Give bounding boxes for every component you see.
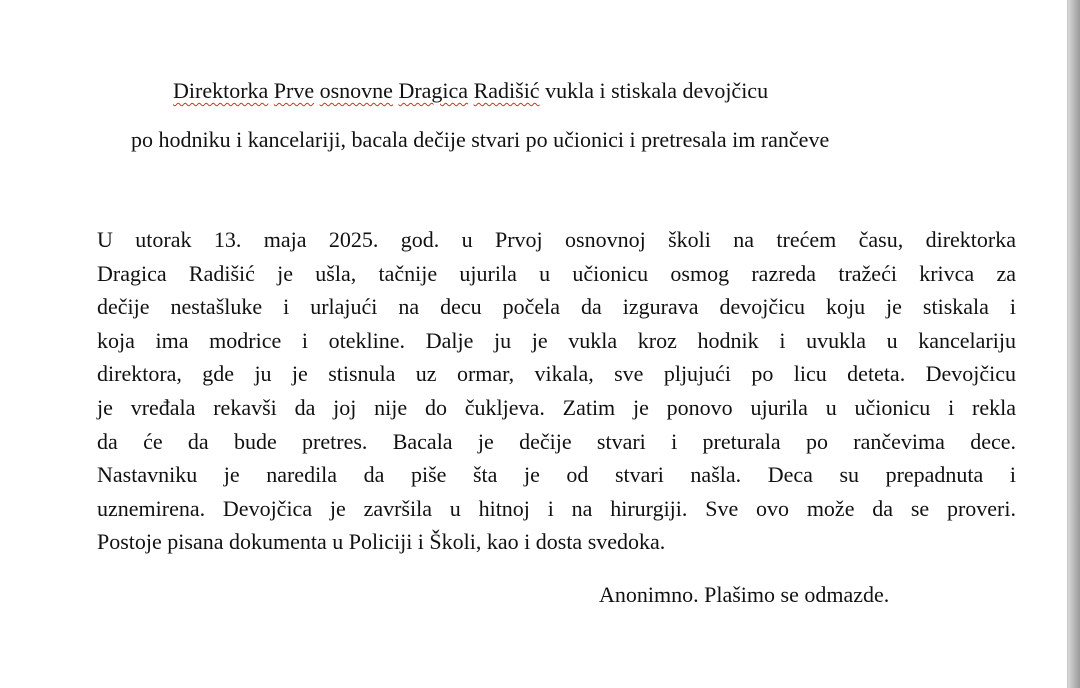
body-line: U utorak 13. maja 2025. god. u Prvoj osnovnoj školi na trećem času, direktorka [97, 227, 1016, 252]
body-line: dečije nestašluke i urlajući na decu počela da izgurava devojčicu koju je stiskala i [97, 294, 1016, 320]
body-line: direktora, gde ju je stisnula uz ormar, vikala, sve pljujući po licu deteta. Devojčicu [97, 361, 1016, 387]
body-line: Postoje pisana dokumenta u Policiji i Školi, kao i dosta svedoka. [97, 529, 666, 555]
title-line-2: po hodniku i kancelariji, bacala dečije stvari po učionici i pretresala im rančeve [131, 127, 830, 152]
title-line-1 [173, 76, 768, 106]
title-rest: vukla i stiskala devojčicu [545, 78, 769, 103]
title-word-2: Prve [273, 78, 315, 103]
body-line: Dragica Radišić je ušla, tačnije ujurila u učionicu osmog razreda tražeći krivca za [97, 260, 1016, 286]
body-paragraph [97, 223, 1016, 559]
body-line: uznemirena. Devojčica je završila u hitnoj i na hirurgiji. Sve ovo može da se proveri. [97, 495, 1016, 521]
title-word-5: Radišić [473, 78, 540, 103]
page-edge-shadow [1068, 0, 1080, 688]
title-word-1: Direktorka [173, 78, 269, 103]
body-line: da će da bude pretres. Bacala je dečije stvari i preturala po rančevima dece. [97, 428, 1016, 454]
body-line: je vređala rekavši da joj nije do čukljeva. Zatim je ponovo ujurila u učionicu i rekla [97, 394, 1016, 420]
signature: Anonimno. Plašimo se odmazde. [599, 582, 890, 607]
title-word-4: Dragica [398, 78, 469, 103]
body-line: koja ima modrice i otekline. Dalje ju je vukla kroz hodnik i uvukla u kancelariju [97, 327, 1016, 353]
title-word-3: osnovne [319, 78, 393, 103]
body-line: Nastavniku je naredila da piše šta je od stvari našla. Deca su prepadnuta i [97, 462, 1016, 488]
